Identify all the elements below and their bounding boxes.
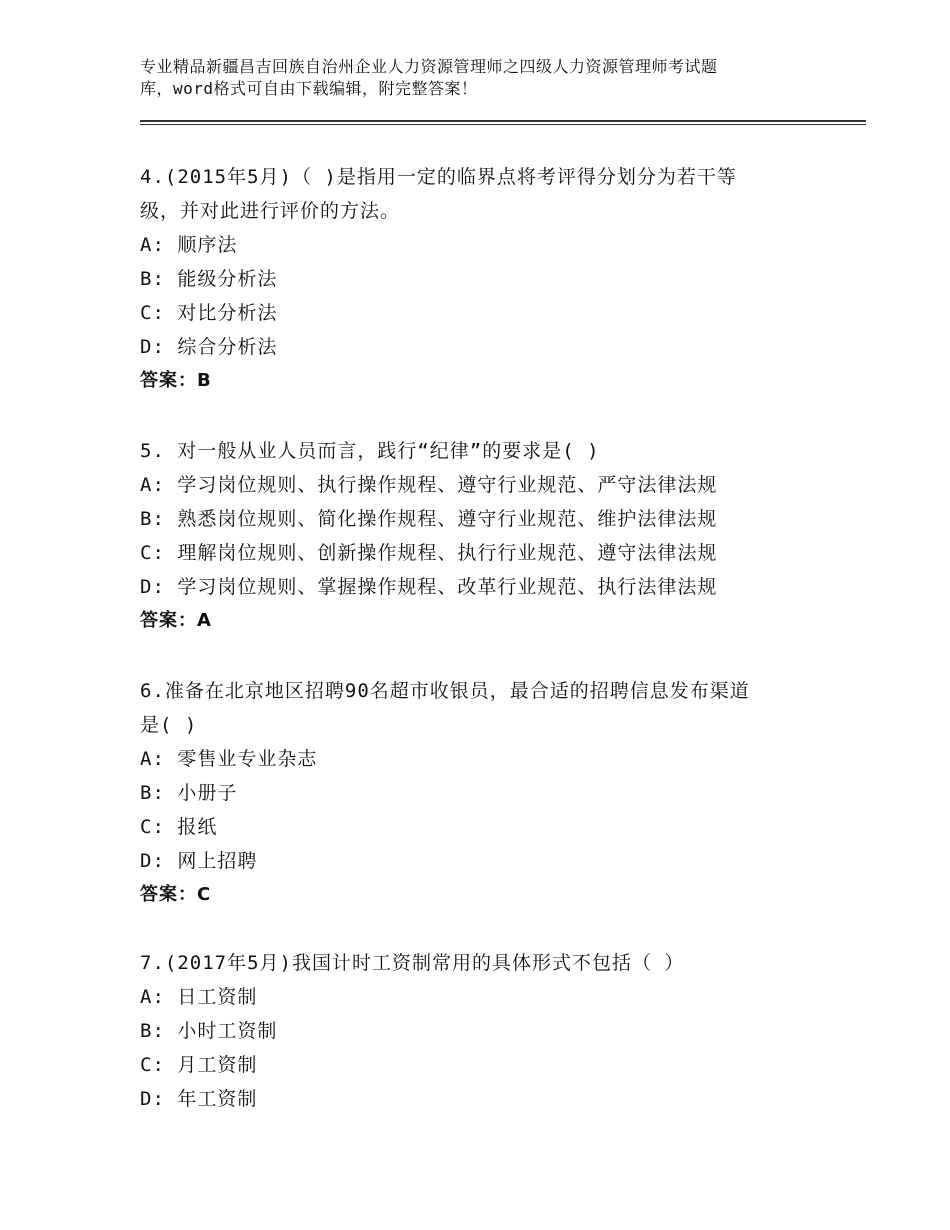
header-divider-thick — [140, 120, 866, 122]
answer-label: 答案：B — [140, 370, 212, 391]
question-text-line: 7.(2017年5月)我国计时工资制常用的具体形式不包括（ ） — [140, 952, 685, 974]
answer-label: 答案：C — [140, 884, 212, 905]
header-divider-thin — [140, 124, 866, 125]
option-b: B: 小时工资制 — [140, 1020, 278, 1042]
option-b: B: 熟悉岗位规则、简化操作规程、遵守行业规范、维护法律法规 — [140, 508, 718, 530]
header-line-2: 库，word格式可自由下载编辑，附完整答案！ — [140, 79, 478, 98]
option-d: D: 网上招聘 — [140, 850, 258, 872]
option-a: A: 零售业专业杂志 — [140, 748, 318, 770]
question-6 — [140, 674, 820, 912]
answer-label: 答案：A — [140, 610, 212, 631]
question-5 — [140, 434, 820, 638]
question-text-line: 5. 对一般从业人员而言，践行“纪律”的要求是( ) — [140, 440, 600, 462]
question-text-line: 级，并对此进行评价的方法。 — [140, 200, 401, 222]
option-d: D: 学习岗位规则、掌握操作规程、改革行业规范、执行法律法规 — [140, 576, 718, 598]
option-d: D: 综合分析法 — [140, 336, 278, 358]
option-a: A: 日工资制 — [140, 986, 258, 1008]
option-a: A: 顺序法 — [140, 234, 238, 256]
question-text-line: 是( ) — [140, 714, 198, 736]
option-c: C: 月工资制 — [140, 1054, 258, 1076]
question-7 — [140, 946, 820, 1116]
option-c: C: 理解岗位规则、创新操作规程、执行行业规范、遵守法律法规 — [140, 542, 718, 564]
question-text-line: 4.(2015年5月)（ )是指用一定的临界点将考评得分划分为若干等 — [140, 166, 737, 188]
option-b: B: 能级分析法 — [140, 268, 278, 290]
header-line-1: 专业精品新疆昌吉回族自治州企业人力资源管理师之四级人力资源管理师考试题 — [140, 57, 718, 76]
question-4 — [140, 160, 820, 398]
option-c: C: 报纸 — [140, 816, 218, 838]
option-c: C: 对比分析法 — [140, 302, 278, 324]
question-text-line: 6.准备在北京地区招聘90名超市收银员，最合适的招聘信息发布渠道 — [140, 680, 750, 702]
document-header — [140, 56, 820, 100]
option-b: B: 小册子 — [140, 782, 238, 804]
option-d: D: 年工资制 — [140, 1088, 258, 1110]
option-a: A: 学习岗位规则、执行操作规程、遵守行业规范、严守法律法规 — [140, 474, 718, 496]
